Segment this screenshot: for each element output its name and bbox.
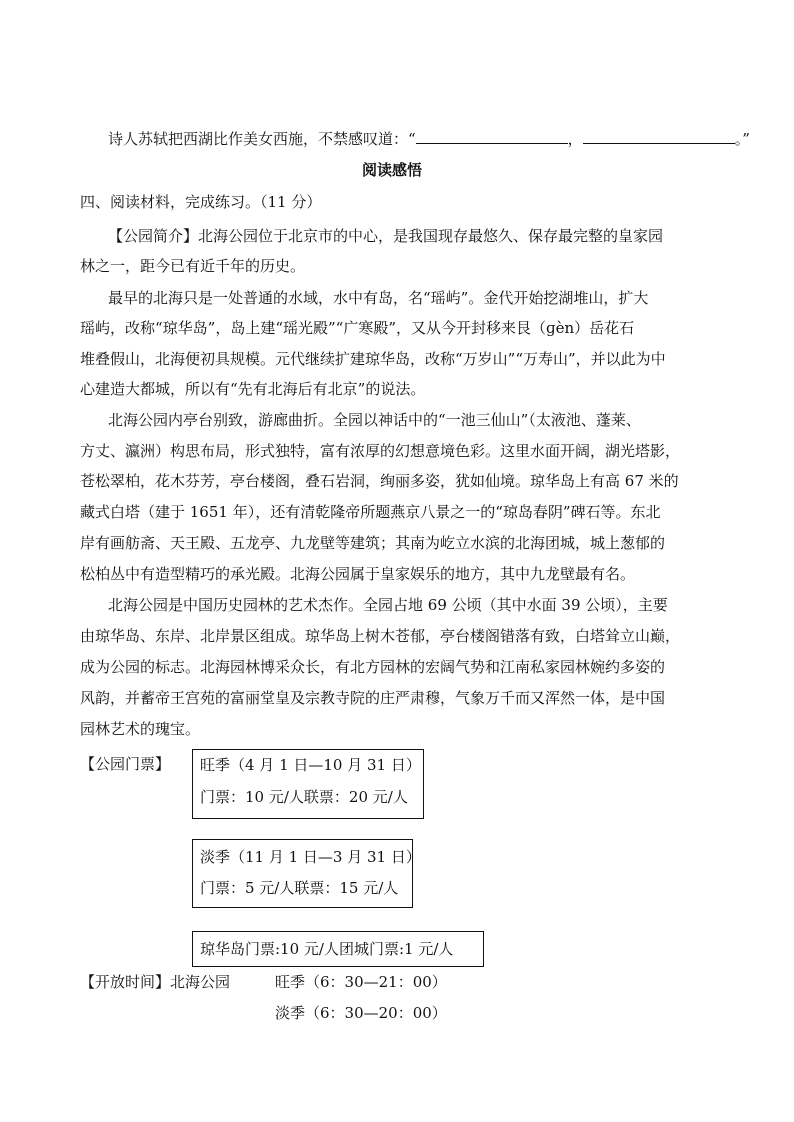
paragraph-line: 风韵，并蓄帝王宫苑的富丽堂皇及宗教寺院的庄严肃穆，气象万千而又浑然一体，是中国: [80, 689, 666, 707]
hours-off: 淡季（6：30—20：00）: [275, 1004, 447, 1022]
question-heading: 四、阅读材料，完成练习。（11 分）: [80, 193, 322, 211]
paragraph-line: 北海公园是中国历史园林的艺术杰作。全园占地 69 公顷（其中水面 39 公顷），主要: [108, 596, 668, 614]
peak-season-ticket-box: [192, 749, 424, 819]
paragraph-line: 由琼华岛、东岸、北岸景区组成。琼华岛上树木苍郁，亭台楼阁错落有致，白塔耸立山巅，: [80, 627, 681, 645]
hours-label: 【开放时间】北海公园: [80, 973, 231, 991]
peak-season-price: 门票：10 元/人联票：20 元/人: [200, 788, 408, 806]
paragraph-line: 岸有画舫斋、天王殿、五龙亭、九龙壁等建筑；其南为屹立水滨的北海团城，城上葱郁的: [80, 534, 666, 552]
paragraph-line: 北海公园内亭台别致，游廊曲折。全园以神话中的“一池三仙山”（太液池、蓬莱、: [108, 411, 641, 429]
off-season-dates: 淡季（11 月 1 日—3 月 31 日）: [200, 848, 421, 866]
poem-line-comma: ，: [567, 130, 583, 148]
answer-blank-2[interactable]: [583, 128, 735, 144]
hours-peak: 旺季（6：30—21：00）: [275, 973, 447, 991]
off-season-ticket-box: [192, 839, 421, 908]
paragraph-line: 心建造大都城，所以有“先有北海后有北京”的说法。: [80, 380, 426, 398]
paragraph-line: 方丈、瀛洲）构思布局，形式独特，富有浓厚的幻想意境色彩。这里水面开阔，湖光塔影，: [80, 442, 681, 460]
off-season-price: 门票：5 元/人联票：15 元/人: [200, 879, 399, 897]
paragraph-line: 【公园简介】北海公园位于北京市的中心，是我国现存最悠久、保存最完整的皇家园: [108, 227, 664, 245]
paragraph-line: 藏式白塔（建于 1651 年），还有清乾隆帝所题燕京八景之一的“琼岛春阴”碑石等。东北: [80, 503, 661, 521]
poem-line-suffix: 。”: [734, 130, 750, 148]
poem-line-prefix: 诗人苏轼把西湖比作美女西施，不禁感叹道：“: [108, 130, 416, 148]
paragraph-line: 苍松翠柏，花木芬芳，亭台楼阁，叠石岩洞，绚丽多姿，犹如仙境。琼华岛上有高 67 米的: [80, 472, 679, 490]
island-ticket-price: 琼华岛门票:10 元/人团城门票:1 元/人: [200, 940, 454, 958]
paragraph-line: 堆叠假山，北海便初具规模。元代继续扩建琼华岛，改称“万岁山”“万寿山”，并以此为中: [80, 350, 666, 368]
paragraph-line: 林之一，距今已有近千年的历史。: [80, 257, 306, 275]
paragraph-line: 园林艺术的瑰宝。: [80, 720, 201, 738]
paragraph-line: 成为公园的标志。北海园林博采众长，有北方园林的宏阔气势和江南私家园林婉约多姿的: [80, 658, 666, 676]
section-title: 阅读感悟: [362, 161, 423, 179]
paragraph-line: 瑶屿，改称“琼华岛”，岛上建“瑶光殿”“广寒殿”，又从今开封移来艮（ɡèn）岳花石: [80, 319, 635, 337]
answer-blank-1[interactable]: [416, 128, 568, 144]
poem-fill-in-line: [108, 128, 750, 149]
island-ticket-box: [192, 931, 484, 967]
paragraph-line: 松柏丛中有造型精巧的承光殿。北海公园属于皇家娱乐的地方，其中九龙壁最有名。: [80, 565, 636, 583]
paragraph-line: 最早的北海只是一处普通的水域，水中有岛，名“瑶屿”。金代开始挖湖堆山，扩大: [108, 289, 649, 307]
peak-season-dates: 旺季（4 月 1 日—10 月 31 日）: [200, 756, 421, 774]
tickets-label: 【公园门票】: [80, 755, 171, 773]
